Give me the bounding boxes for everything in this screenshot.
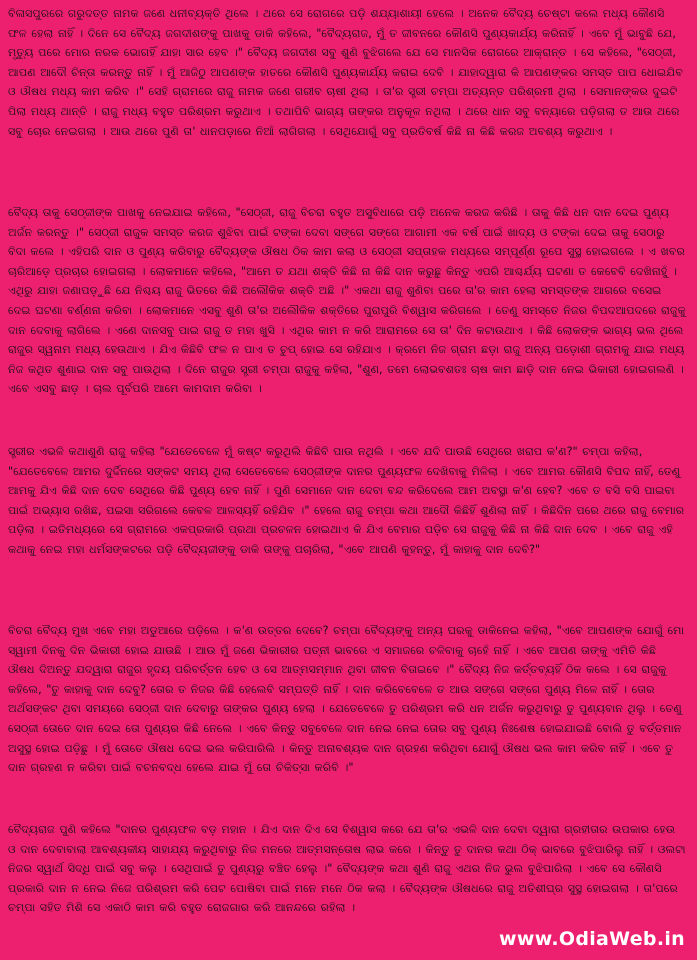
story-paragraph-5: ବୈଦ୍ୟରାଜ ପୁଣି କହିଲେ "ଦାନର ପୁଣ୍ୟଫଳ ବଡ଼ ମହାନ । ଯିଏ ଦାନ ଦିଏ ସେ ବିଶ୍ୱାସ କରେ ଯେ ତା'ର ଏଭଳି ଦାନ ଦେବା ଦ୍ୱାରା ଗ୍ରହୀତାର ଉପକାର ହେଉ ଓ ଦାନ ଦେବାବାଲା ଆବଶ୍ୟକୀୟ ସାହାଯ୍ୟ କରୁଥିବାରୁ ନିଜ ମନରେ ଆତ୍ମସନ୍ତୋଷ ଲାଭ କରେ । କିନ୍ତୁ ତୁ ଦାନର କଥା ଠିକ୍ ଭାବରେ ବୁଝିପାରିଲୁ ନାହିଁ । ଓଲଟା ନିଜର ସ୍ୱାର୍ଥ ସିଦ୍ଧି ପାଇଁ ସବୁ କଲୁ । ସେଥିପାଇଁ ତୁ ପୁଣ୍ୟରୁ ବଞ୍ଚିତ ହେଲୁ ।" ବୈଦ୍ୟଙ୍କ କଥା ଶୁଣି ରାଜୁ ଏଥର ନିଜ ଭୁଲ ବୁଝିପାରିଲା । ଏବେ ସେ କୌଣସି ପ୍ରକାରି ଦାନ ନ ନେଇ ନିଜେ ପରିଶ୍ରମ କରି ପେଟ ପୋଷିବା ପାଇଁ ମନେ ମନେ ଠିକ କଲା । ବୈଦ୍ୟଙ୍କ ଔଷଧରେ ରାଜୁ ଅତିଶୀଘ୍ର ସୁସ୍ଥ ହୋଇଗଲା । ତା'ପରେ ଚମ୍ପା ସହିତ ମିଶି ସେ ଏକାଠି କାମ କରି ବହୁତ ରୋଜଗାର କରି ଆନନ୍ଦରେ ରହିଲା ।: [8, 823, 686, 915]
story-paragraph-3: ସ୍ତ୍ରୀର ଏଭଳି କଥାଶୁଣି ରାଜୁ କହିଲା "ଯେତେବେଳେ ମୁଁ କଷ୍ଟ କରୁଥିଲି କିଛିବି ପାଉ ନଥିଲି । ଏବେ ଯଦି ପାଉଛି ସେଥିରେ ଖରାପ କ'ଣ?" ଚମ୍ପା କହିଲା, "ଯେତେବେଳେ ଆମର ଦୁର୍ଦ୍ଦିନରେ ସଙ୍କଟ ସମୟ ଥିଲା ସେତେବେଳେ ସେଠ୍ଜୀଙ୍କ ଦାନର ପୁଣ୍ୟଫଳ ଦେଖିବାକୁ ମିଳିଲା । ଏବେ ଆମର କୌଣସି ବିପଦ ନାହିଁ, ତେଣୁ ଆମକୁ ଯିଏ କିଛି ଦାନ ଦେବ ସେଥିରେ କିଛି ପୁଣ୍ୟ ହେବ ନାହିଁ । ପୁଣି ସେମାନେ ଦାନ ଦେବା ବନ୍ଦ କରିଦେଲେ ଆମ ଅବସ୍ଥା କ'ଣ ହେବ? ଏବେ ତ ବସି ବସି ପାଇବା ପାଇଁ ଅଭ୍ୟାସ ରଖିଛ, ପଇସା ସରିଗଲେ କେବଳ ଆଳସ୍ୟହିଁ ରହିଯିବ ।" ହେଲେ ରାଜୁ ଚମ୍ପା କଥା ଆଦୌ କିଛିହିଁ ଶୁଣିଲା ନାହିଁ । କିଛିଦିନ ପରେ ଥରେ ରାଜୁ ବେମାର ପଡ଼ିଲା । ଇତିମଧ୍ୟରେ ସେ ଗ୍ରାମରେ ଏକପ୍ରକାରି ପ୍ରଥା ପ୍ରଚଳନ ହୋଇଥାଏ କି ଯିଏ ବେମାର ପଡ଼ିବ ସେ ରାଜୁକୁ କିଛି ନା କିଛି ଦାନ ଦେବ । ଏବେ ରାଜୁ ଏହି କଥାକୁ ନେଇ ମହା ଧର୍ମସଙ୍କଟରେ ପଡ଼ି ବୈଦ୍ୟଜୀଙ୍କୁ ଡାକି ତାଙ୍କୁ ପଚାରିଲା, "ଏବେ ଆପଣି କୁହନ୍ତୁ, ମୁଁ କାହାକୁ ଦାନ ଦେବି?": [8, 445, 685, 556]
story-paragraph-2: ବୈଦ୍ୟ ତାକୁ ସେଠ୍ଜୀଙ୍କ ପାଖକୁ ନେଇଯାଇ କହିଲେ, "ସେଠ୍ଜୀ, ରାଜୁ ବିଚରା ବହୁତ ଅସୁବିଧାରେ ପଡ଼ି ଅନେକ କରଜ କରିଛି । ତାକୁ କିଛି ଧନ ଦାନ ଦେଇ ପୁଣ୍ୟ ଅର୍ଜନ କରନ୍ତୁ ।" ସେଠ୍ଜୀ ରାଜୁକ ସମସ୍ତ କରଜ ଶୁଝିବା ପାଇଁ ଟଙ୍କା ଦେବା ସଙ୍ଗେ ସଙ୍ଗେ ଆଗାମୀ ଏକ ବର୍ଷ ପାଇଁ ଖାଦ୍ୟ ଓ ଟଙ୍କା ଦେଇ ତାକୁ ସେଠାରୁ ବିଦା କଲେ । ଏହିପରି ଦାନ ଓ ପୁଣ୍ୟ କରିବାରୁ ବୈଦ୍ୟଙ୍କ ଔଷଧ ଠିକ କାମ କଲା ଓ ସେଠ୍ଜୀ ସପ୍ତାହକ ମଧ୍ୟରେ ସମ୍ପୂର୍ଣ୍ଣ ରୂପେ ସୁସ୍ଥ ହୋଇଗଲେ । ଏ ଖବର ଚାରିଆଡ଼େ ପ୍ରଚାର ହୋଇଗଲା । ଲୋକମାନେ କହିଲେ, "ଆମେ ତ ଯଥା ଶକ୍ତି କିଛି ନା କିଛି ଦାନ କରୁଛୁ କିନ୍ତୁ ଏପରି ଆଶ୍ଚର୍ଯ୍ୟ ଘଟଣା ତ କେବେବି ଦେଖିନାହୁଁ । ଏଥିରୁ ଯାହା ଜଣାପଡ଼ୁଛି ଯେ ନିଶ୍ଚୟ ରାଜୁ ଭିତରେ କିଛି ଅଲୌକିକ ଶକ୍ତି ଅଛି ।" ଏକଥା ରାଜୁ ଶୁଣିବା ପରେ ତା'ର କାମ ହେଲା ସମସ୍ତଙ୍କ ଆଗରେ ବସେଇ ଦେଇ ଘଟଣା ବର୍ଣ୍ଣନା କରିବା । ଲୋକମାନେ ଏସବୁ ଶୁଣି ତା'ର ଅଲୌକିକ ଶକ୍ତିରେ ପୁରାପୁରି ବିଶ୍ୱାସ କରିଗଲେ । ତେଣୁ ସମସ୍ତେ ନିଜର ବିପଦଆପଦରେ ରାଜୁକୁ ଦାନ ଦେବାକୁ ଲାଗିଲେ । ଏଣେ ଦାନସବୁ ପାଇ ରାଜୁ ତ ମହା ଖୁସି । ଏଥିର କାମ ନ କରି ଆରାମରେ ସେ ତା' ଦିନ କଟାଉଥାଏ । କିଛି ଲୋକଙ୍କ ଭାଗ୍ୟ ଭଲ ଥିଲେ ରାଜୁର ସ୍ୱନାମ ମଧ୍ୟ ହେଉଥାଏ । ଯିଏ କିଛିବି ଫଳ ନ ପାଏ ତ ଚୁପ୍ ହୋଇ ସେ ରହିଯାଏ । କ୍ରମେ ନିଜ ଗ୍ରାମ ଛଡ଼ା ରାଜୁ ଅନ୍ୟ ପଡ଼ୋଶୀ ଗ୍ରାମକୁ ଯାଇ ମଧ୍ୟ ନିଜ କଥିତ ଶୁଣାଇ ଦାନ ସବୁ ପାଉଥିଲା । ଦିନେ ରାଜୁର ସ୍ତ୍ରୀ ଚମ୍ପା ରାଜୁକୁ କହିଲା, "ଶୁଣ, ତମେ ଲୋଭବଶତଃ ଚାଷ କାମ ଛାଡ଼ି ଦାନ ନେଇ ଭିକାରୀ ହୋଇଗଲଣି । ଏବେ ଏସବୁ ଛାଡ଼ । ଚାଲ ପୂର୍ବପରି ଆମେ କାମଦାମ କରିବା ।: [8, 206, 686, 396]
site-watermark: www.OdiaWeb.in: [499, 928, 685, 950]
story-paragraph-1: ବିଳାସପୁରରେ ଗରୁଦତ୍ତ ନାମକ ଜଣେ ଧନୀବ୍ୟକ୍ତି ଥିଲେ । ଥରେ ସେ ରୋଗରେ ପଡ଼ି ଶଯ୍ୟାଶାୟୀ ହେଲେ । ଅନେକ ବୈଦ୍ୟ ଚେଷ୍ଟା କଲେ ମଧ୍ୟ କୌଣସି ଫଳ ହେଲା ନାହିଁ । ଦିନେ ସେ ବୈଦ୍ୟ ଜଗଦୀଶଙ୍କୁ ପାଖକୁ ଡାକି କହିଲେ, "ବୈଦ୍ୟରାଜ, ମୁଁ ତ ଜୀବନରେ କୌଣସି ପୁଣ୍ୟକାର୍ଯ୍ୟ କରିନାହିଁ । ଏବେ ମୁଁ ଭାବୁଛି ଯେ, ମୃତ୍ୟୁ ପରେ ମୋର ନରକ ଭୋଗହିଁ ଯାହା ସାର ହେବ ।" ବୈଦ୍ୟ ଜଗଦୀଶ ସବୁ ଶୁଣି ବୁଝିଗଲେ ଯେ ସେ ମାନସିକ ରୋଗରେ ଆକ୍ରାନ୍ତ । ସେ କହିଲେ, "ସେଠ୍ଜୀ, ଆପଣ ଆଦୌ ଚିନ୍ତା କରନ୍ତୁ ନାହିଁ । ମୁଁ ଆଜିଠୁ ଆପଣଙ୍କ ହାତରେ କୌଣସି ପୁଣ୍ୟକାର୍ଯ୍ୟ କରାଇ ଦେବି । ଯାହାଦ୍ୱାରା କି ଆପଣଙ୍କର ସମସ୍ତ ପାପ ଧୋଇଯିବ ଓ ଔଷଧ ମଧ୍ୟ କାମ କରିବ ।" ସେହି ଗ୍ରାମରେ ରାଜୁ ନାମକ ଜଣେ ଗରୀବ ଚାଷୀ ଥିଲା । ତା'ର ସ୍ତ୍ରୀ ଚମ୍ପା ଅତ୍ୟନ୍ତ ପରିଶ୍ରମୀ ଥିଲା । ସେମାନଙ୍କର ଦୁଇଟି ପିଲା ମଧ୍ୟ ଥାନ୍ତି । ରାଜୁ ମଧ୍ୟ ବହୁତ ପରିଶ୍ରମ କରୁଥାଏ । ତଥାପିବି ଭାଗ୍ୟ ତାଙ୍କର ଅନୁକୂଳ ନଥିଲା । ଥରେ ଧାନ ସବୁ ବନ୍ୟାରେ ପଡ଼ିଗଲା ତ ଆଉ ଥରେ ସବୁ ଚୋର ନେଇଗଲା । ଆଉ ଥରେ ପୁଣି ତା' ଧାନପଡ଼ାରେ ନିଆଁ ଲାଗିଗଲା । ସେଥିଯୋଗୁଁ ସବୁ ପ୍ରତିବର୍ଷ କିଛି ନା କିଛି କରଜ ଅବଶ୍ୟ କରୁଥାଏ ।: [8, 7, 683, 138]
story-paragraph-4: ବିଚରା ବୈଦ୍ୟ ମୁଖ ଏବେ ମହା ଅଡୁଆରେ ପଡ଼ିଲେ । କ'ଣ ଉତ୍ତର ଦେବେ? ଚମ୍ପା ବୈଦ୍ୟଙ୍କୁ ଅନ୍ୟ ଘରକୁ ଡାକିନେଇ କହିଲା, "ଏବେ ଆପଣଙ୍କ ଯୋଗୁଁ ମୋ ସ୍ୱାମୀ ଦିନକୁ ଦିନ ଭିକାରୀ ହୋଇ ଯାଉଛି । ଆଉ ମୁଁ ଜଣେ ଭିକାରୀର ପତ୍ନୀ ଭାବରେ ଏ ସମାଜରେ ଚଳିବାକୁ ଚାହେଁ ନାହିଁ । ଏବେ ଆପଣ ତାଙ୍କୁ ଏମିତି କିଛି ଔଷଧ ଦିଅନ୍ତୁ ଯଦ୍ୱାରା ରାଜୁର ହୃଦୟ ପରିବର୍ତ୍ତନ ହେବ ଓ ସେ ଆତ୍ମସମ୍ମାନ ଥିବା ଜୀବନ ବିତାଇବେ ।" ବୈଦ୍ୟ ନିଜ କର୍ତ୍ତବ୍ୟହିଁ ଠିକ କଲେ । ସେ ରାଜୁକୁ କହିଲେ, "ତୁ କାହାକୁ ଦାନ ଦେବୁ? ତୋର ତ ନିଜର କିଛି ହେଲେବି ସମ୍ପତ୍ତି ନାହିଁ । ଦାନ କରିବେବେଳେ ତ ଆଉ ସଙ୍ଗେ ସଙ୍ଗେ ପୁଣ୍ୟ ମିଳେ ନାହିଁ । ତୋର ଅର୍ଥସଙ୍କଟ ଥିବା ସମୟରେ ସେଠ୍ଜୀ ଦାନ ଦେବାରୁ ତାଙ୍କର ପୁଣ୍ୟ ହେଲା । ଯେତେବେଳେ ତୁ ପରିଶ୍ରମ କରି ଧନ ଅର୍ଜନ କରୁଥିବାରୁ ତୁ ପୁଣ୍ୟବାନ ଥିଲୁ । ତେଣୁ ସେଠ୍ଜୀ ତୋତେ ଦାନ ଦେଇ ତୋ ପୁଣ୍ୟର କିଛି ନେଲେ । ଏବେ କିନ୍ତୁ ସବୁବେଳେ ଦାନ ନେଇ ନେଇ ତୋର ସବୁ ପୁଣ୍ୟ ନିଃଶେଷ ହୋଇଯାଇଛି ବୋଲି ତୁ ବର୍ତ୍ତମାନ ଅସୁସ୍ଥ ହୋଇ ପଡ଼ିଛୁ । ମୁଁ ତୋତେ ଔଷଧ ଦେଇ ଭଲ କରିପାରିଲି । କିନ୍ତୁ ଅନାବଶ୍ୟକ ଦାନ ଗ୍ରହଣ କରିଥିବା ଯୋଗୁଁ ଔଷଧ ଭଲ କାମ କରିବ ନାହିଁ । ଏବେ ତୁ ଦାନ ଗ୍ରହଣ ନ କରିବା ପାଇଁ ବଚନବଦ୍ଧ ହେଲେ ଯାଇ ମୁଁ ତୋ ଚିକିତ୍ସା କରିବି ।": [8, 624, 685, 775]
